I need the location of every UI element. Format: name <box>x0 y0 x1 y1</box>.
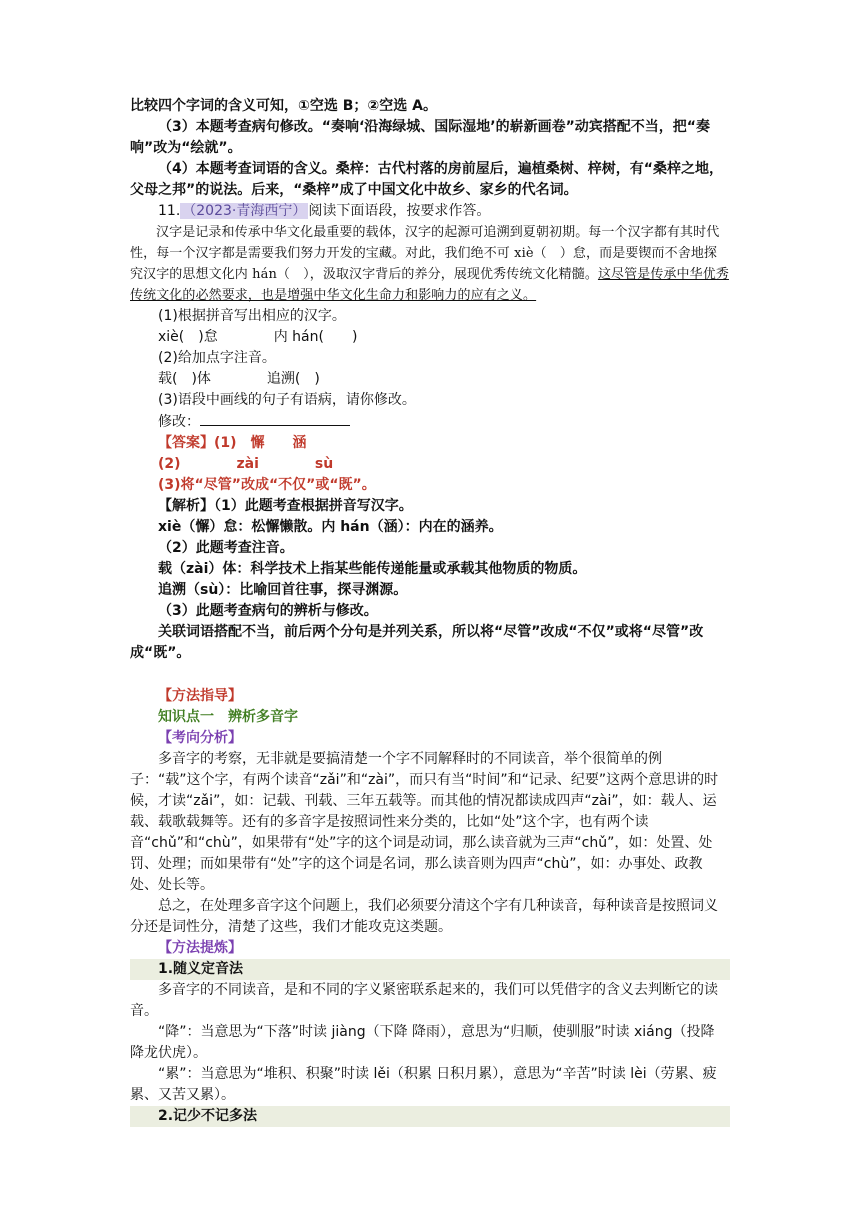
underlined-sentence: 这尽管是传承中华优秀传统文化的必然要求，也是增强中华文化生命力和影响力的应有之义。 <box>130 267 729 303</box>
knowledge-point-title: 知识点一 辨析多音字 <box>158 709 298 725</box>
analysis-5: 追溯（sù）：比喻回首往事，探寻渊源。 <box>158 582 408 598</box>
analysis-1: （1）此题考查根据拼音写汉字。 <box>214 498 413 514</box>
sub-question-2-items: 载( )体 追溯( ) <box>158 371 320 387</box>
fix-line <box>130 411 730 433</box>
analysis-3: （2）此题考查注音。 <box>158 540 294 556</box>
sub-question-1-items: xiè( )怠 内 hán( ) <box>158 329 358 345</box>
method-paragraph-1: 多音字的考察，无非就是要搞清楚一个字不同解释时的不同读音，举个很简单的例子：“载”这个字，有两个读音“zǎi”和“zài”，而只有当“时间”和“记录、纪要”这两个意思讲的时候，才读“zǎi”，如：记载、刊载、三年五载等。而其他的情况都读成四声“zài”，如：载人、运载、载歌载舞等。还有的多音字是按照词性来分类的，比如“处”这个字，也有两个读音“chǔ”和“chù”，如果带有“处”字的这个词是动词，那么读音就为三声“chǔ”，如：处置、处罚、处理；而如果带有“处”字的这个词是名词，那么读音则为四声“chù”，如：办事处、政教处、处长等。 <box>130 751 719 893</box>
passage <box>130 222 730 306</box>
sub-question-1: (1)根据拼音写出相应的汉字。 <box>158 308 346 324</box>
document-page <box>130 96 730 1127</box>
prev-analysis-q4: （4）本题考查词语的含义。桑梓：古代村落的房前屋后，遍植桑树、梓树，有“桑梓之地，父母之邦”的说法。后来，“桑梓”成了中国文化中故乡、家乡的代名词。 <box>130 161 723 198</box>
analysis-2: xiè（懈）怠：松懈懒散。内 hán（涵）：内在的涵养。 <box>158 519 503 535</box>
method-paragraph-2: 总之，在处理多音字这个问题上，我们必须要分清这个字有几种读音，每种读音是按照词义分还是词性分，清楚了这些，我们才能攻克这类题。 <box>130 898 718 935</box>
fix-label: 修改： <box>158 414 200 430</box>
analysis-7: 关联词语搭配不当，前后两个分句是并列关系，所以将“尽管”改成“不仅”或将“尽管”改成“既”。 <box>130 624 704 661</box>
analysis-label: 【解析】 <box>158 498 214 514</box>
answer-2: (2) zài sù <box>158 456 334 472</box>
analysis-line-1 <box>130 496 730 517</box>
analysis-6: （3）此题考查病句的辨析与修改。 <box>158 603 378 619</box>
source-tag: （2023·青海西宁） <box>182 203 307 219</box>
prev-analysis-q3: （3）本题考查病句修改。“奏响‘沿海绿城、国际湿地’的崭新画卷”动宾搭配不当，把“奏响”改为“绘就”。 <box>130 119 710 156</box>
method-heading-1: 1.随义定音法 <box>130 959 730 980</box>
method-1-paragraph: 多音字的不同读音，是和不同的字义紧密联系起来的，我们可以凭借字的含义去判断它的读音。 <box>130 982 718 1019</box>
analysis-4: 载（zài）体：科学技术上指某些能传递能量或承载其他物质的物质。 <box>158 561 587 577</box>
method-1-example-1: “降”：当意思为“下落”时读 jiàng（下降 降雨），意思为“归顺，使驯服”时读 xiáng（投降 降龙伏虎）。 <box>130 1024 715 1061</box>
question-prompt: 阅读下面语段，按要求作答。 <box>308 203 491 219</box>
answer-label: 【答案】 <box>158 435 214 451</box>
fix-blank <box>200 411 350 426</box>
sub-question-3: (3)语段中画线的句子有语病，请你修改。 <box>158 392 416 408</box>
analysis-tag: 【考向分析】 <box>158 730 242 746</box>
method-heading: 【方法指导】 <box>158 688 242 704</box>
answer-1: (1) 懈 涵 <box>214 435 307 451</box>
answer-line-1 <box>130 433 730 454</box>
question-11 <box>130 201 730 222</box>
answer-3: (3)将“尽管”改成“不仅”或“既”。 <box>158 477 376 493</box>
method-1-example-2: “累”：当意思为“堆积、积聚”时读 lěi（积累 日积月累），意思为“辛苦”时读 lèi（劳累、疲累、又苦又累）。 <box>130 1066 717 1103</box>
sub-question-2: (2)给加点字注音。 <box>158 350 276 366</box>
prev-analysis-line: 比较四个字词的含义可知，①空选 B；②空选 A。 <box>130 98 437 114</box>
question-number: 11. <box>158 203 181 219</box>
passage-text: 汉字是记录和传承中华文化最重要的载体，汉字的起源可追溯到夏朝初期。每一个汉字都有其时代性，每一个汉字都是需要我们努力开发的宝藏。对此，我们绝不可 xiè（ ）怠，而是要锲而不舍地探究汉字的思想文化内 hán（ ），汲取汉字背后的养分，展现优秀传统文化精髓。 <box>130 225 720 282</box>
refine-tag: 【方法提炼】 <box>158 940 242 956</box>
section-gap <box>130 664 730 686</box>
method-heading-2: 2.记少不记多法 <box>130 1106 730 1127</box>
